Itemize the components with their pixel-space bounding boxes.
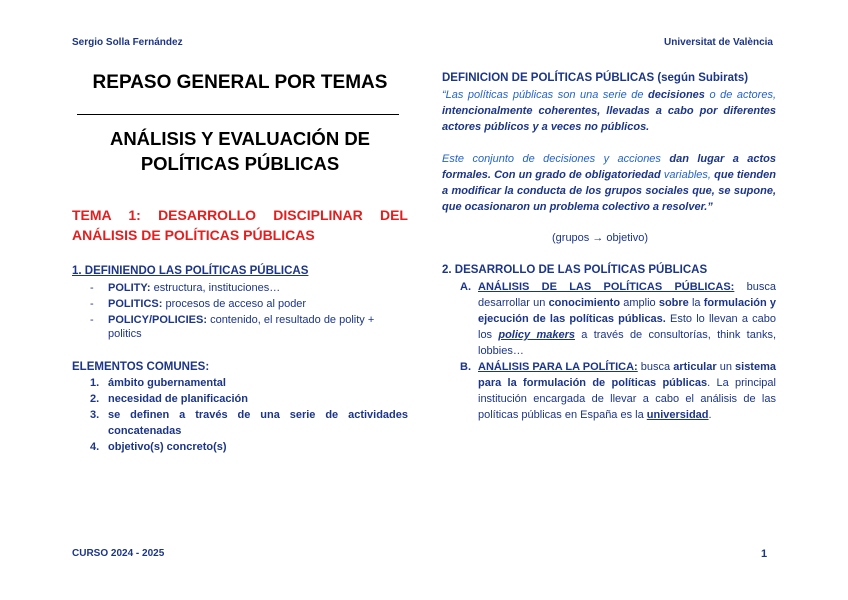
list-item: 2. necesidad de planificación	[90, 393, 248, 405]
section1-list	[72, 281, 408, 343]
list-item	[72, 313, 408, 341]
subject-title	[72, 126, 408, 176]
section2-list	[442, 279, 776, 423]
term: POLITICS:	[108, 298, 163, 310]
header-author: Sergio Solla Fernández	[72, 37, 183, 48]
section1-heading: 1. DEFINIENDO LAS POLÍTICAS PÚBLICAS	[72, 265, 309, 277]
list-item: 1. ámbito gubernamental	[90, 377, 226, 389]
list-item: B. ANÁLISIS PARA LA POLÍTICA: busca articular un sistema para la formulación de políticas públicas. La principal institución encargada de llevar a cabo el análisis de las políticas públicas en España es la universidad.	[460, 361, 776, 421]
elementos-list	[72, 375, 408, 455]
elementos-heading: ELEMENTOS COMUNES:	[72, 361, 210, 373]
definicion-note: (grupos → objetivo)	[552, 232, 648, 244]
list-item	[72, 281, 408, 295]
tema-line1: TEMA 1: DESARROLLO DISCIPLINAR DEL	[72, 207, 408, 223]
item-a-title: ANÁLISIS DE LAS POLÍTICAS PÚBLICAS:	[478, 281, 735, 293]
definicion-paragraph-2: Este conjunto de decisiones y acciones dan lugar a actos formales. Con un grado de obligatoriedad variables, que tienden a modificar la conducta de los grupos sociales que, se supone, que ocasionaron un problema colectivo a resolver.”	[442, 153, 776, 213]
item-b-title: ANÁLISIS PARA LA POLÍTICA:	[478, 361, 638, 373]
tema-line2: ANÁLISIS DE POLÍTICAS PÚBLICAS	[72, 227, 315, 243]
list-item	[72, 297, 408, 311]
list-item: 4. objetivo(s) concreto(s)	[90, 441, 227, 453]
list-item: 3. se definen a través de una serie de actividades concatenadas	[90, 409, 408, 437]
tema-heading	[72, 205, 408, 245]
definicion-heading: DEFINICION DE POLÍTICAS PÚBLICAS (según Subirats)	[442, 72, 749, 84]
page-title: REPASO GENERAL POR TEMAS	[92, 72, 388, 93]
desc: procesos de acceso al poder	[162, 298, 307, 310]
section2-heading: 2. DESARROLLO DE LAS POLÍTICAS PÚBLICAS	[442, 264, 708, 276]
definicion-paragraph-1: “Las políticas públicas son una serie de decisiones o de actores, intencionalmente coherentes, llevadas a cabo por diferentes actores públicos y a veces no públicos.	[442, 89, 776, 133]
subject-title-line1: ANÁLISIS Y EVALUACIÓN DE	[109, 128, 371, 149]
title-divider	[77, 114, 399, 115]
term: POLICY/POLICIES:	[108, 314, 208, 326]
list-item: A. ANÁLISIS DE LAS POLÍTICAS PÚBLICAS: busca desarrollar un conocimiento amplio sobre la formulación y ejecución de las políticas públicas. Esto lo llevan a cabo los policy makers a través de consultorías, think tanks, lobbies…	[460, 281, 777, 357]
term: POLITY:	[108, 282, 151, 294]
desc: contenido, el resultado de polity + politics	[108, 314, 375, 340]
subject-title-line2: POLÍTICAS PÚBLICAS	[140, 153, 340, 174]
page-number: 1	[761, 548, 768, 560]
footer-course: CURSO 2024 - 2025	[72, 548, 165, 559]
header-university: Universitat de València	[664, 37, 773, 48]
desc: estructura, instituciones…	[150, 282, 281, 294]
